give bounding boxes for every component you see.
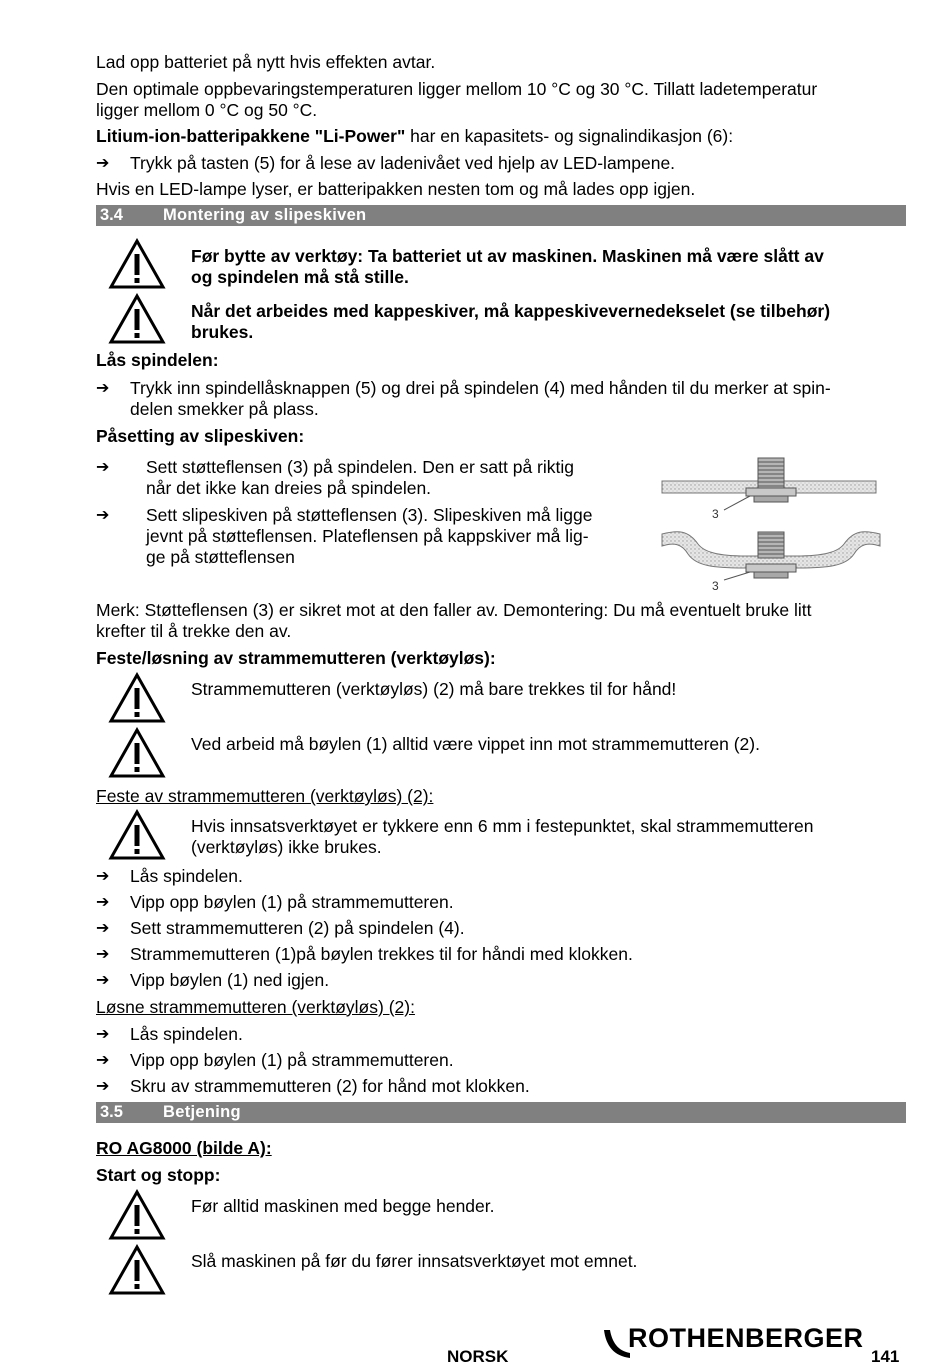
arrow-right-icon: ➔ — [96, 920, 110, 937]
warning-2-line-b: brukes. — [191, 322, 254, 342]
warning-1-line-b: og spindelen må stå stille. — [191, 267, 409, 287]
loosen-step: Lås spindelen. — [130, 1024, 243, 1044]
fasten-heading: Feste av strammemutteren (verktøyløs) (2): — [96, 786, 434, 806]
warning-1-line-a: Før bytte av verktøy: Ta batteriet ut av maskinen. Maskinen må være slått av — [191, 246, 824, 266]
note-line-a: Merk: Støtteflensen (3) er sikret mot at den faller av. Demontering: Du må eventuelt bruke litt — [96, 600, 812, 620]
rothenberger-logo — [600, 1323, 864, 1362]
warning-triangle-icon — [108, 809, 166, 861]
intro-line-5: Hvis en LED-lampe lyser, er batteripakken nesten tom og må lades opp igjen. — [96, 179, 696, 199]
li-power-label: Litium-ion-batteripakkene "Li-Power" — [96, 126, 406, 146]
section-title: Betjening — [163, 1103, 241, 1121]
start-heading: Start og stopp: — [96, 1165, 221, 1185]
model-heading: RO AG8000 (bilde A): — [96, 1138, 272, 1158]
footer-language: NORSK — [447, 1347, 509, 1364]
nut-warning-1: Strammemutteren (verktøyløs) (2) må bare trekkes til for hånd! — [191, 679, 677, 699]
figure-label-top: 3 — [712, 507, 719, 521]
fasten-warning-b: (verktøyløs) ikke brukes. — [191, 837, 382, 857]
mount-step-2c: ge på støtteflensen — [146, 547, 295, 567]
section-number: 3.5 — [100, 1103, 123, 1121]
mount-step-1a: Sett støtteflensen (3) på spindelen. Den er satt på riktig — [146, 457, 574, 477]
arrow-right-icon: ➔ — [96, 894, 110, 911]
loosen-step: Skru av strammemutteren (2) for hånd mot klokken. — [130, 1076, 530, 1096]
section-bar-3-5 — [96, 1102, 906, 1123]
warning-triangle-icon — [108, 1189, 166, 1241]
arrow-right-icon: ➔ — [96, 972, 110, 989]
fasten-warning-a: Hvis innsatsverktøyet er tykkere enn 6 mm i festepunktet, skal strammemutteren — [191, 816, 814, 836]
intro-line-2a: Den optimale oppbevaringstemperaturen ligger mellom 10 °C og 30 °C. Tillatt ladetemperatur — [96, 79, 818, 99]
loosen-step: Vipp opp bøylen (1) på strammemutteren. — [130, 1050, 454, 1070]
arrow-right-icon: ➔ — [96, 380, 110, 397]
nut-warning-2: Ved arbeid må bøylen (1) alltid være vippet inn mot strammemutteren (2). — [191, 734, 760, 754]
note-line-b: krefter til å trekke den av. — [96, 621, 292, 641]
intro-line-3 — [96, 126, 733, 147]
warning-triangle-icon — [108, 672, 166, 724]
fasten-step: Lås spindelen. — [130, 866, 243, 886]
section-number: 3.4 — [100, 206, 123, 224]
mount-step-1b: når det ikke kan dreies på spindelen. — [146, 478, 432, 498]
fasten-step: Strammemutteren (1)på bøylen trekkes til for håndi med klokken. — [130, 944, 633, 964]
nut-heading: Feste/løsning av strammemutteren (verktøyløs): — [96, 648, 496, 668]
li-power-rest: har en kapasitets- og signalindikasjon (6): — [405, 126, 734, 146]
fasten-step: Vipp bøylen (1) ned igjen. — [130, 970, 330, 990]
flange-illustration — [658, 452, 884, 594]
mount-step-2b: jevnt på støtteflensen. Plateflensen på kappskiver må lig- — [146, 526, 589, 546]
intro-line-2b: ligger mellom 0 °C og 50 °C. — [96, 100, 318, 120]
fasten-step: Sett strammemutteren (2) på spindelen (4). — [130, 918, 465, 938]
warning-triangle-icon — [108, 1244, 166, 1296]
arrow-right-icon: ➔ — [96, 155, 110, 172]
section-bar-3-4 — [96, 205, 906, 226]
arrow-right-icon: ➔ — [96, 507, 110, 524]
operation-warning-1: Før alltid maskinen med begge hender. — [191, 1196, 495, 1216]
warning-triangle-icon — [108, 238, 166, 290]
logo-text: ROTHENBERGER — [628, 1323, 864, 1353]
lock-step-a: Trykk inn spindellåsknappen (5) og drei på spindelen (4) med hånden til du merker at spin- — [130, 378, 831, 398]
operation-warning-2: Slå maskinen på før du fører innsatsverktøyet mot emnet. — [191, 1251, 638, 1271]
arrow-right-icon: ➔ — [96, 1026, 110, 1043]
section-title: Montering av slipeskiven — [163, 206, 367, 224]
warning-triangle-icon — [108, 293, 166, 345]
page-number: 141 — [871, 1347, 900, 1364]
arrow-right-icon: ➔ — [96, 1052, 110, 1069]
mount-heading: Påsetting av slipeskiven: — [96, 426, 305, 446]
arrow-right-icon: ➔ — [96, 459, 110, 476]
lock-step-b: delen smekker på plass. — [130, 399, 319, 419]
intro-line-1: Lad opp batteriet på nytt hvis effekten avtar. — [96, 52, 436, 72]
warning-2-line-a: Når det arbeides med kappeskiver, må kappeskivevernedekselet (se tilbehør) — [191, 301, 831, 321]
figure-label-bottom: 3 — [712, 579, 719, 593]
arrow-right-icon: ➔ — [96, 1078, 110, 1095]
arrow-right-icon: ➔ — [96, 946, 110, 963]
loosen-heading: Løsne strammemutteren (verktøyløs) (2): — [96, 997, 415, 1017]
intro-step: Trykk på tasten (5) for å lese av ladenivået ved hjelp av LED-lampene. — [130, 153, 676, 173]
mount-step-2a: Sett slipeskiven på støtteflensen (3). Slipeskiven må ligge — [146, 505, 593, 525]
fasten-step: Vipp opp bøylen (1) på strammemutteren. — [130, 892, 454, 912]
warning-triangle-icon — [108, 727, 166, 779]
arrow-right-icon: ➔ — [96, 868, 110, 885]
lock-heading: Lås spindelen: — [96, 350, 219, 370]
